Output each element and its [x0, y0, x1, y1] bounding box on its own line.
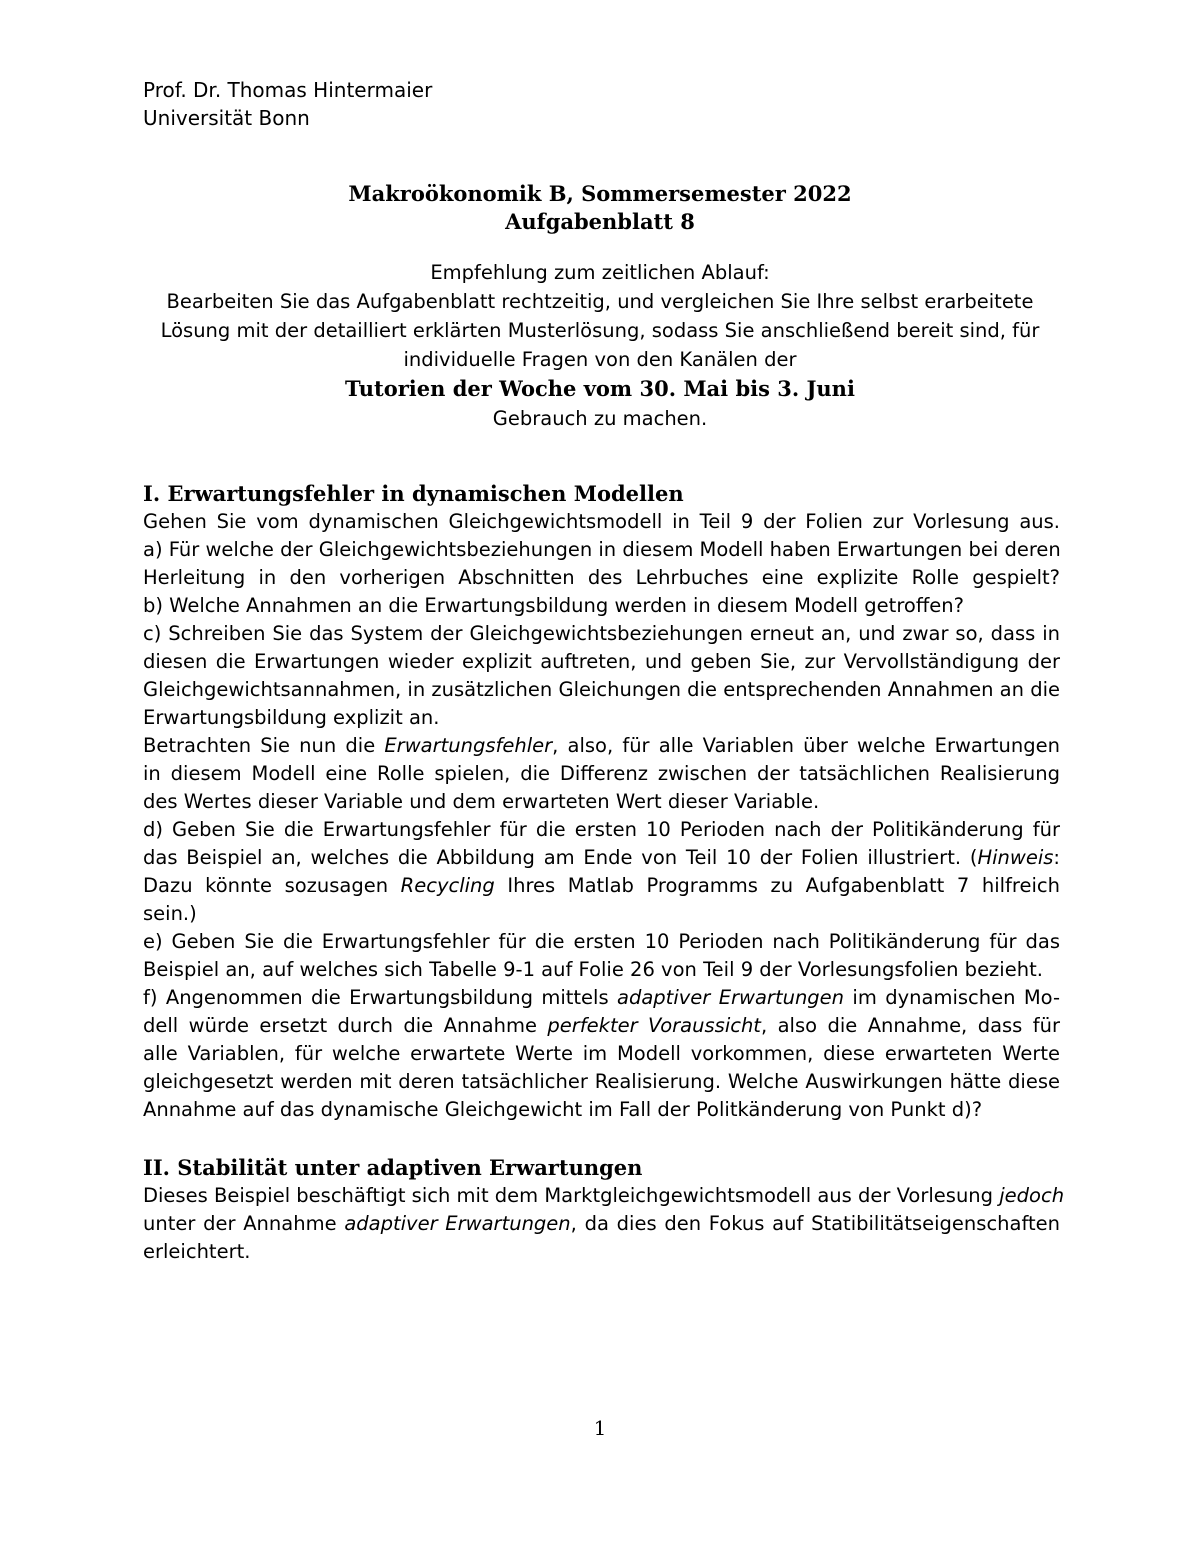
text-line: in diesem Modell eine Rolle spielen, die Differenz zwischen der tatsächlichen Realisierung	[143, 762, 1060, 785]
text-line	[143, 1210, 1060, 1238]
text-line: c) Schreiben Sie das System der Gleichgewichtsbeziehungen erneut an, und zwar so, dass in	[143, 622, 1060, 645]
text-line: a) Für welche der Gleichgewichtsbeziehungen in diesem Modell haben Erwartungen bei deren	[143, 538, 1061, 561]
text-line: diesen die Erwartungen wieder explizit auftreten, und geben Sie, zur Vervollständigung der	[143, 650, 1060, 673]
text-line: Gehen Sie vom dynamischen Gleichgewichtsmodell in Teil 9 der Folien zur Vorlesung aus.	[143, 510, 1060, 533]
text-span: , also, für alle Variablen über welche Erwartungen	[552, 734, 1060, 757]
emphasis: Recycling	[400, 874, 495, 897]
sheet-title: Aufgabenblatt 8	[505, 209, 695, 234]
text-span: das Beispiel an, welches die Abbildung am Ende von Teil 10 der Folien illustriert. (	[143, 846, 978, 869]
section-1-heading: I. Erwartungsfehler in dynamischen Modellen	[143, 481, 684, 506]
text-span: Dazu könnte sozusagen	[143, 874, 401, 897]
text-line: alle Variablen, für welche erwartete Werte im Modell vorkommen, diese erwarteten Werte	[143, 1042, 1060, 1065]
text-line	[143, 1182, 1065, 1210]
section-2-body	[143, 1182, 1065, 1266]
recommendation-line: Lösung mit der detailliert erklärten Musterlösung, sodass Sie anschließend bereit sind, für	[160, 319, 1040, 342]
author-block	[143, 76, 432, 132]
text-span: , also die Annahme, dass für	[760, 1014, 1061, 1037]
recommendation-line: Bearbeiten Sie das Aufgabenblatt rechtzeitig, und vergleichen Sie Ihre selbst erarbeitete	[166, 290, 1034, 313]
course-title: Makroökonomik B, Sommersemester 2022	[348, 181, 852, 206]
author-affiliation: Universität Bonn	[143, 106, 310, 130]
tutorial-week: Tutorien der Woche vom 30. Mai bis 3. Juni	[345, 376, 855, 401]
document-header	[143, 180, 1057, 236]
text-span: Ihres Matlab Programms zu Aufgabenblatt 7 hilfreich	[494, 874, 1060, 897]
emphasis: perfekter Voraussicht	[547, 1014, 761, 1037]
text-span: Dieses Beispiel beschäftigt sich mit dem Marktgleichgewichtsmodell aus der Vorlesung	[143, 1184, 1000, 1207]
text-span: :	[1053, 846, 1060, 869]
section-1	[143, 480, 1060, 1124]
text-line: sein.)	[143, 902, 197, 925]
text-line: b) Welche Annahmen an die Erwartungsbildung werden in diesem Modell getroffen?	[143, 594, 964, 617]
text-line	[143, 984, 1060, 1012]
section-2	[143, 1154, 1065, 1266]
text-span: , da dies den Fokus auf Statibilitätseigenschaften	[570, 1212, 1060, 1235]
text-line	[143, 872, 1060, 900]
page-number: 1	[593, 1416, 607, 1440]
recommendation-heading: Empfehlung zum zeitlichen Ablauf:	[430, 261, 770, 284]
text-span: im dynamischen Mo-	[844, 986, 1061, 1009]
author-name: Prof. Dr. Thomas Hintermaier	[143, 78, 433, 102]
text-span: f) Angenommen die Erwartungsbildung mittels	[143, 986, 618, 1009]
text-line: des Wertes dieser Variable und dem erwarteten Wert dieser Variable.	[143, 790, 820, 813]
text-span: unter der Annahme	[143, 1212, 345, 1235]
text-span: Betrachten Sie nun die	[143, 734, 385, 757]
emphasis: jedoch	[999, 1184, 1065, 1207]
text-line: Annahme auf das dynamische Gleichgewicht im Fall der Politkänderung von Punkt d)?	[143, 1098, 983, 1121]
text-line	[143, 732, 1060, 760]
emphasis: adaptiver Erwartungen	[617, 986, 845, 1009]
recommendation-line: individuelle Fragen von den Kanälen der	[403, 348, 797, 371]
recommendation-closing: Gebrauch zu machen.	[492, 407, 708, 430]
text-line: d) Geben Sie die Erwartungsfehler für die ersten 10 Perioden nach der Politikänderung für	[143, 818, 1060, 841]
section-2-heading: II. Stabilität unter adaptiven Erwartungen	[143, 1155, 643, 1180]
text-line: Herleitung in den vorherigen Abschnitten des Lehrbuches eine explizite Rolle gespielt?	[143, 566, 1060, 589]
text-line: gleichgesetzt werden mit deren tatsächlicher Realisierung. Welche Auswirkungen hätte diese	[143, 1070, 1060, 1093]
emphasis: Erwartungsfehler	[384, 734, 553, 757]
text-line: e) Geben Sie die Erwartungsfehler für die ersten 10 Perioden nach Politikänderung für das	[143, 930, 1060, 953]
text-span: dell würde ersetzt durch die Annahme	[143, 1014, 548, 1037]
text-line: Erwartungsbildung explizit an.	[143, 706, 440, 729]
text-line	[143, 844, 1060, 872]
text-line: Beispiel an, auf welches sich Tabelle 9-1 auf Folie 26 von Teil 9 der Vorlesungsfolien bezieht.	[143, 958, 1043, 981]
text-line: Gleichgewichtsannahmen, in zusätzlichen Gleichungen die entsprechenden Annahmen an die	[143, 678, 1060, 701]
text-line	[143, 1012, 1060, 1040]
emphasis: Hinweis	[977, 846, 1054, 869]
section-1-body	[143, 508, 1060, 1124]
emphasis: adaptiver Erwartungen	[344, 1212, 571, 1235]
recommendation-block	[143, 258, 1057, 433]
text-line: erleichtert.	[143, 1240, 251, 1263]
